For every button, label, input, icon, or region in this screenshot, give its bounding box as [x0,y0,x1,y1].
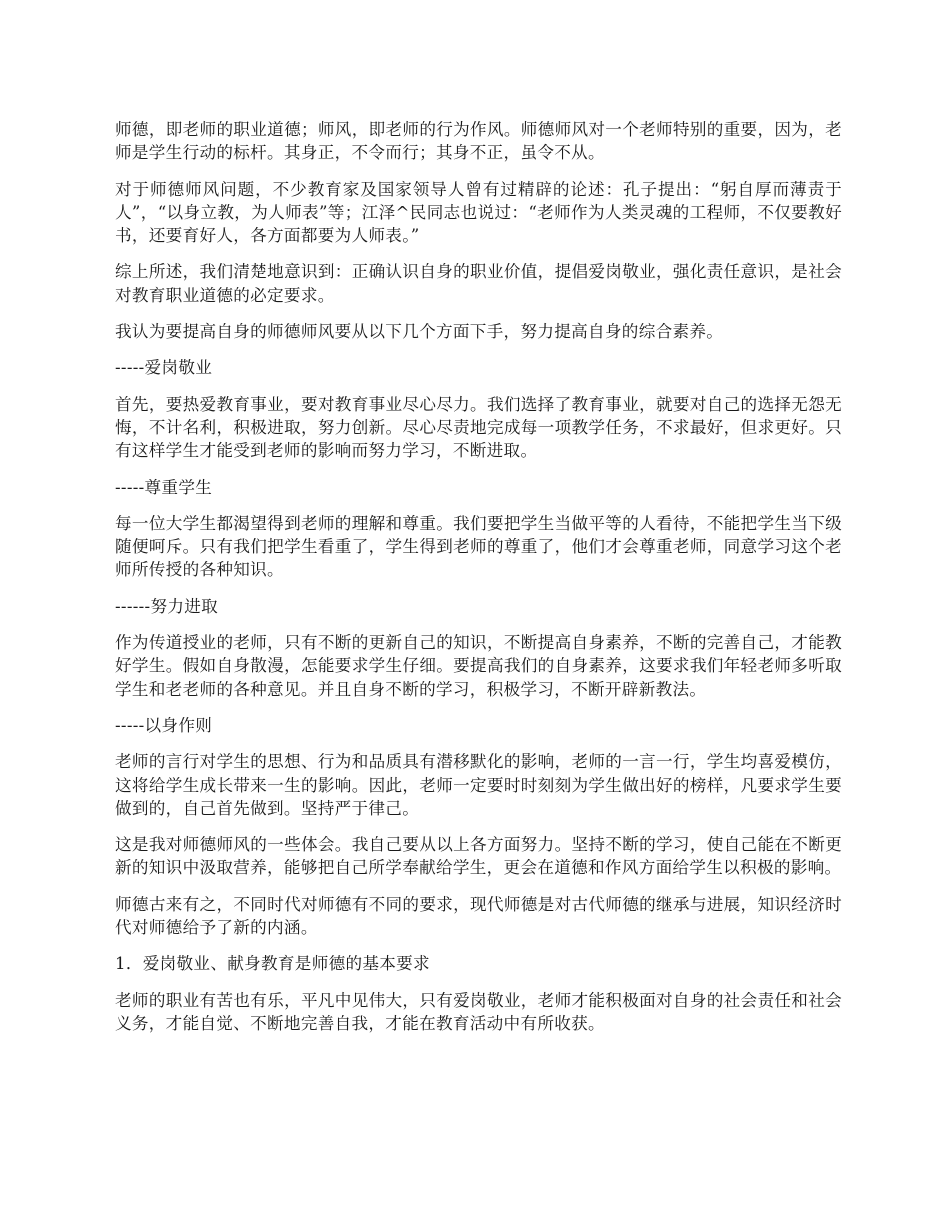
section-heading-respect: -----尊重学生 [115,477,213,497]
paragraph-profession: 老师的职业有苦也有乐，平凡中见伟大，只有爱岗敬业，老师才能积极面对自身的社会责任和社会义务，才能自觉、不断地完善自我，才能在教育活动中有所收获。 [115,990,842,1033]
section-heading-example: -----以身作则 [115,715,213,735]
document-body [115,118,842,1048]
paragraph-summary: 综上所述，我们清楚地意识到：正确认识自身的职业价值，提倡爱岗敬业，强化责任意识，是社会对教育职业道德的必定要求。 [115,262,842,305]
paragraph-approach: 我认为要提高自身的师德师风要从以下几个方面下手，努力提高自身的综合素养。 [115,322,724,342]
paragraph-intro: 师德，即老师的职业道德；师风，即老师的行为作风。师德师风对一个老师特别的重要，因为，老师是学生行动的标杆。其身正，不令而行；其身不正，虽令不从。 [115,120,842,163]
paragraph-respect: 每一位大学生都渴望得到老师的理解和尊重。我们要把学生当做平等的人看待，不能把学生当下级随便呵斥。只有我们把学生看重了，学生得到老师的尊重了，他们才会尊重老师，同意学习这个老师所传授的各种知识。 [115,513,842,580]
paragraph-reflection: 这是我对师德师风的一些体会。我自己要从以上各方面努力。坚持不断的学习，使自己能在不断更新的知识中汲取营养，能够把自己所学奉献给学生，更会在道德和作风方面给学生以积极的影响。 [115,835,842,878]
paragraph-history: 师德古来有之，不同时代对师德有不同的要求，现代师德是对古代师德的继承与进展，知识经济时代对师德给予了新的内涵。 [115,894,842,938]
section-heading-progress: ------努力进取 [115,596,219,616]
paragraph-dedication: 首先，要热爱教育事业，要对教育事业尽心尽力。我们选择了教育事业，就要对自己的选择无怨无悔，不计名利，积极进取，努力创新。尽心尽责地完成每一项教学任务，不求最好，但求更好。只有这样学生才能受到老师的影响而努力学习，不断进取。 [115,394,842,461]
paragraph-progress: 作为传道授业的老师，只有不断的更新自己的知识，不断提高自身素养，不断的完善自己，才能教好学生。假如自身散漫，怎能要求学生仔细。要提高我们的自身素养，这要求我们年轻老师多听取学生和老老师的各种意见。并且自身不断的学习，积极学习，不断开辟新教法。 [115,633,842,699]
paragraph-quotes: 对于师德师风问题，不少教育家及国家领导人曾有过精辟的论述：孔子提出：“躬自厚而薄责于人”，“以身立教，为人师表”等；江泽^民同志也说过：“老师作为人类灵魂的工程师，不仅要教好书，还要育好人，各方面都要为人师表。” [115,179,842,246]
paragraph-example: 老师的言行对学生的思想、行为和品质具有潜移默化的影响，老师的一言一行，学生均喜爱模仿，这将给学生成长带来一生的影响。因此，老师一定要时时刻刻为学生做出好的榜样，凡要求学生要做到的，自己首先做到。坚持严于律己。 [115,752,842,818]
numbered-heading-1: 1．爱岗敬业、献身教育是师德的基本要求 [115,954,430,974]
section-heading-dedication: -----爱岗敬业 [115,358,213,378]
